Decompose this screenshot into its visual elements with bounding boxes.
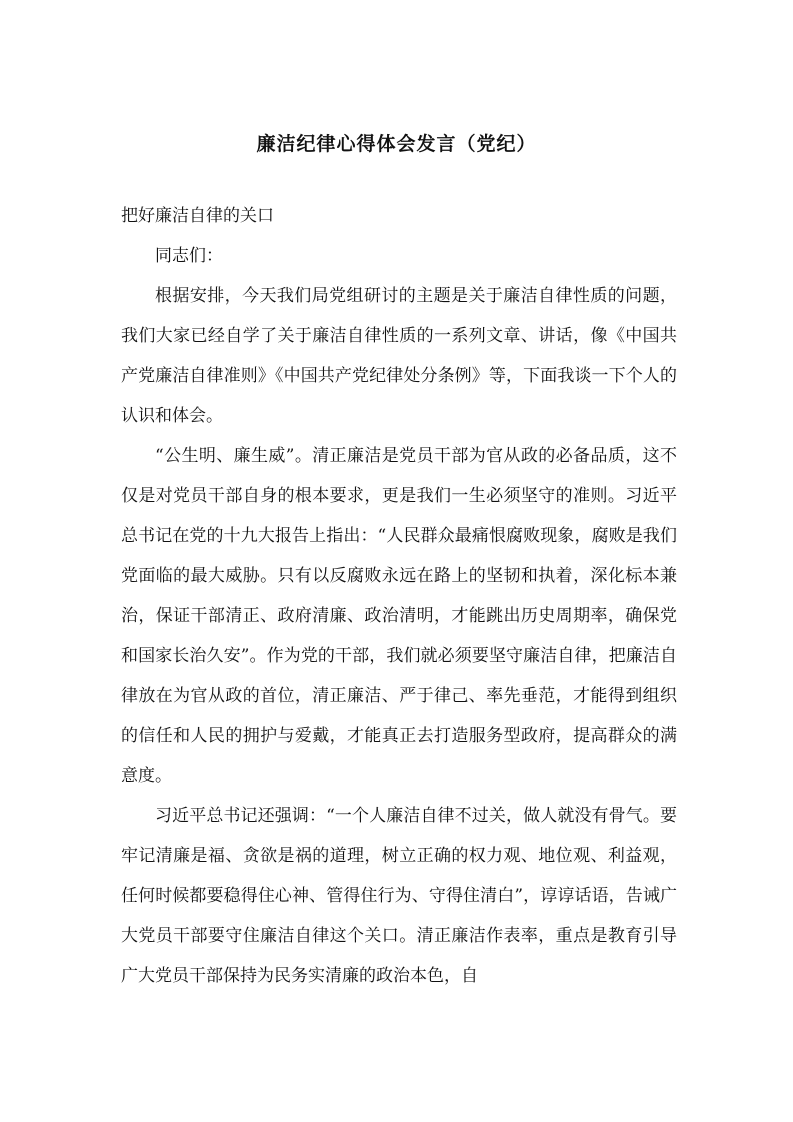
document-title: 廉洁纪律心得体会发言（党纪） [256,133,537,155]
paragraph-3: 习近平总书记还强调：“一个人廉洁自律不过关，做人就没有骨气。要牢记清廉是福、贪欲是祸的道理，树立正确的权力观、地位观、利益观，任何时候都要稳得住心神、管得住行为、守得住清白”，谆谆话语，告诫广大党员干部要守住廉洁自律这个关口。清正廉洁作表率，重点是教育引导广大党员干部保持为民务实清廉的政治本色，自 [121,806,677,986]
paragraph-1: 根据安排，今天我们局党组研讨的主题是关于廉洁自律性质的问题，我们大家已经自学了关于廉洁自律性质的一系列文章、讲话，像《中国共产党廉洁自律准则》《中国共产党纪律处分条例》等，下面我谈一下个人的认识和体会。 [121,286,677,426]
salutation: 同志们： [155,246,223,266]
section-heading: 把好廉洁自律的关口 [121,206,274,226]
document-body [121,196,677,996]
paragraph-2: “公生明、廉生威”。清正廉洁是党员干部为官从政的必备品质，这不仅是对党员干部自身的根本要求，更是我们一生必须坚守的准则。习近平总书记在党的十九大报告上指出：“人民群众最痛恨腐败现象，腐败是我们党面临的最大威胁。只有以反腐败永远在路上的坚韧和执着，深化标本兼治，保证干部清正、政府清廉、政治清明，才能跳出历史周期率，确保党和国家长治久安”。作为党的干部，我们就必须要坚守廉洁自律，把廉洁自律放在为官从政的首位，清正廉洁、严于律己、率先垂范，才能得到组织的信任和人民的拥护与爱戴，才能真正去打造服务型政府，提高群众的满意度。 [121,446,677,786]
